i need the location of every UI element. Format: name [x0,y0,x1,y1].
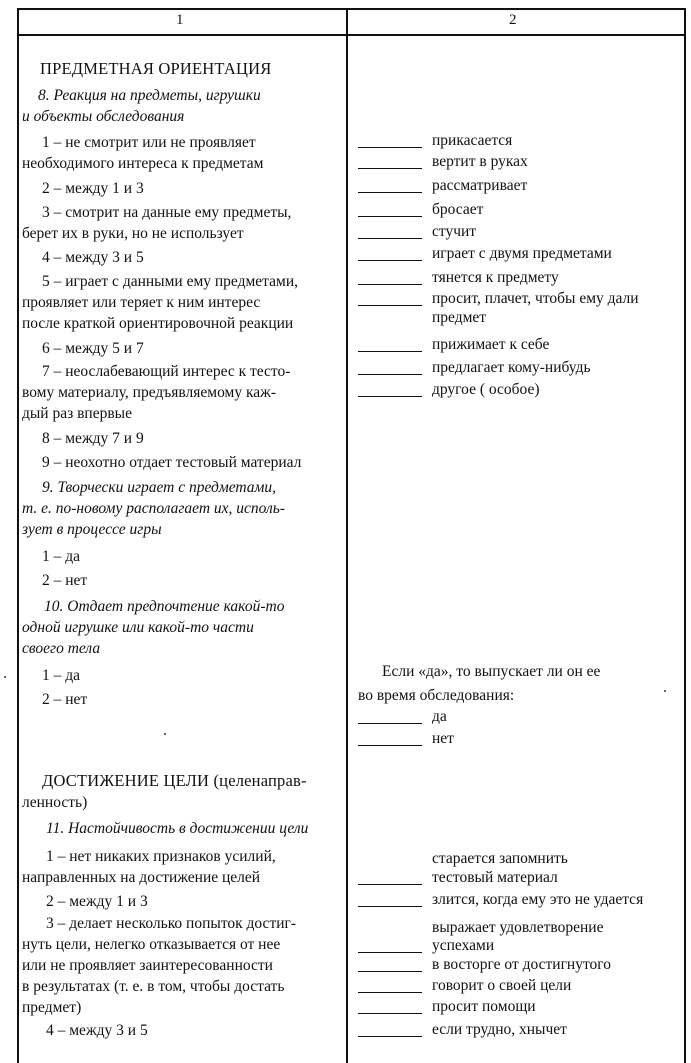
table-header-divider [17,34,686,36]
q11-check-asks-help: просит помощи [432,998,536,1015]
checkbox-line [358,1036,422,1037]
question-9-title-cont: т. е. по-новому располагает их, исполь- [22,500,286,517]
checkbox-line [358,192,422,193]
checkbox-line [358,305,422,306]
q8-scale-1-cont: необходимого интереса к предметам [22,155,264,172]
checkbox-line [358,284,422,285]
q11-scale-2: 2 – между 1 и 3 [46,893,148,910]
section-title-goal-achievement: ДОСТИЖЕНИЕ ЦЕЛИ (целенаправ- [42,771,307,790]
checkbox-line [358,884,422,885]
question-10-title-cont2: своего тела [22,640,101,657]
question-11-title: 11. Настойчивость в достижении цели [46,820,309,837]
q11-check-satisfaction-cont: успехами [432,937,495,954]
checkbox-line [358,351,422,352]
q8-check-throws: бросает [432,201,484,218]
q8-scale-5: 5 – играет с данными ему предметами, [42,273,298,290]
checkbox-line [358,396,422,397]
q11-check-whimpers: если трудно, хнычет [432,1021,567,1038]
question-9-title-cont2: зует в процессе игры [22,521,162,538]
question-8-title-cont: и объекты обследования [22,108,185,125]
q11-scale-3-cont4: предмет) [22,999,82,1016]
q8-check-offers: предлагает кому-нибудь [432,359,591,376]
q8-check-touches: прикасается [432,132,513,149]
q11-scale-3-cont3: в результатах (т. е. в том, чтобы достать [22,978,285,995]
column-header-2: 2 [509,12,517,28]
checkbox-line [358,1013,422,1014]
q8-check-other: другое ( особое) [432,381,540,398]
q9-answer-yes: 1 – да [42,548,81,565]
q11-check-satisfaction: выражает удовлетворение [432,919,604,936]
q8-scale-5-cont: проявляет или теряет к ним интерес [22,294,261,311]
q8-scale-9: 9 – неохотно отдает тестовый материал [42,454,302,471]
q11-scale-3-cont: нуть цели, нелегко отказывается от нее [22,936,281,953]
q8-scale-4: 4 – между 3 и 5 [42,249,144,266]
q11-scale-3: 3 – делает несколько попыток достиг- [46,915,297,932]
question-9-title: 9. Творчески играет с предметами, [42,479,277,496]
q11-check-memorize-cont: тестовый материал [432,869,558,886]
checkbox-line [358,992,422,993]
q8-scale-7-cont2: дый раз впервые [22,405,132,422]
checkbox-line [358,260,422,261]
q8-scale-3-cont: берет их в руки, но не использует [22,225,244,242]
q11-check-talks-goal: говорит о своей цели [432,977,572,994]
q11-scale-1: 1 – нет никаких признаков усилий, [46,848,276,865]
q10-answer-no: 2 – нет [42,691,88,708]
checkbox-line [358,952,422,953]
q8-scale-7: 7 – неослабевающий интерес к тесто- [42,363,291,380]
q11-scale-3-cont2: или не проявляет заинтересованности [22,957,273,974]
q10-followup-question: Если «да», то выпускает ли он ее [382,663,601,680]
question-10-title: 10. Отдает предпочтение какой-то [44,598,285,615]
q8-check-turns: вертит в руках [432,153,528,170]
checkbox-line [358,971,422,972]
q8-scale-1: 1 – не смотрит или не проявляет [42,134,256,151]
q8-scale-7-cont: вому материалу, предъявляемому каж- [22,384,277,401]
q8-scale-8: 8 – между 7 и 9 [42,430,144,447]
section-title-object-orientation: ПРЕДМЕТНАЯ ОРИЕНТАЦИЯ [40,59,272,78]
q8-scale-6: 6 – между 5 и 7 [42,340,144,357]
checkbox-line [358,745,422,746]
q11-scale-1-cont: направленных на достижение целей [22,869,261,886]
q10-answer-yes: 1 – да [42,667,81,684]
q8-check-asks-cont: предмет [432,309,487,326]
checkbox-line [358,168,422,169]
checkbox-line [358,906,422,907]
q8-scale-2: 2 – между 1 и 3 [42,180,144,197]
q8-check-knocks: стучит [432,223,477,240]
section-title-goal-achievement-cont: ленность) [22,794,88,811]
q11-check-memorize: старается запомнить [432,850,568,867]
q8-check-looks: рассматривает [432,177,528,194]
table-column-divider [346,8,348,1063]
question-8-title: 8. Реакция на предметы, игрушки [38,87,261,104]
checkbox-line [358,147,422,148]
q10-followup-no: нет [432,730,454,747]
q10-followup-yes: да [432,708,447,725]
q11-check-delighted: в восторге от достигнутого [432,956,612,973]
q11-scale-4: 4 – между 3 и 5 [46,1022,148,1039]
checkbox-line [358,374,422,375]
question-10-title-cont: одной игрушке или какой-то части [22,619,254,636]
table-left-border [17,8,19,1063]
scan-speck [164,733,166,735]
scan-speck [4,676,6,678]
q10-followup-question-cont: во время обследования: [358,687,515,704]
scan-speck [664,690,666,692]
q8-scale-3: 3 – смотрит на данные ему предметы, [42,204,292,221]
checkbox-line [358,216,422,217]
checkbox-line [358,238,422,239]
q8-scale-5-cont2: после краткой ориентировочной реакции [22,315,294,332]
checkbox-line [358,723,422,724]
table-top-border [17,8,686,10]
q8-check-asks: просит, плачет, чтобы ему дали [432,290,639,307]
q8-check-two-objects: играет с двумя предметами [432,245,612,262]
column-header-1: 1 [176,12,184,28]
q11-check-angry: злится, когда ему это не удается [432,891,644,908]
q8-check-reaches: тянется к предмету [432,269,559,286]
table-right-border [684,8,686,1063]
q8-check-hugs: прижимает к себе [432,336,550,353]
q9-answer-no: 2 – нет [42,572,88,589]
